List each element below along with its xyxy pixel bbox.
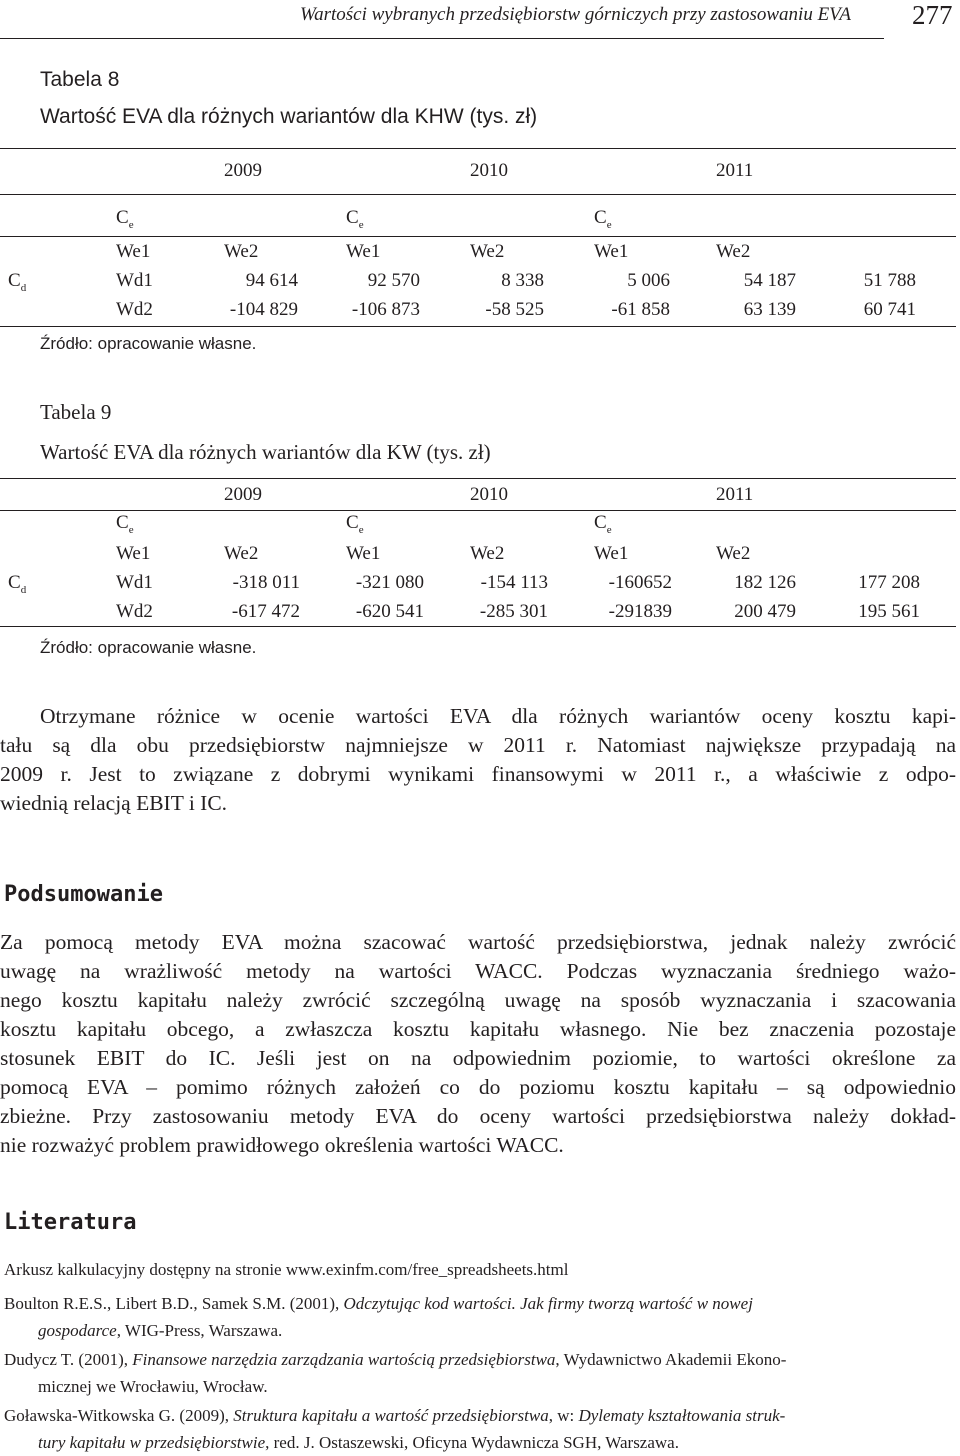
table8-year-2011: 2011 (716, 160, 754, 181)
table8-cell: -106 873 (351, 299, 420, 320)
table8-we-3: We1 (346, 241, 381, 262)
header-rule (0, 38, 884, 39)
table8-row-wd2-label: Wd2 (116, 299, 153, 320)
table9-cell: -617 472 (231, 601, 300, 622)
paragraph-line: kosztu kapitału obcego, a zwłaszcza kosztu kapitału własnego. Nie bez znaczenia pozostaje (0, 1017, 956, 1041)
table9-we-1: We1 (116, 543, 151, 564)
paragraph-line: zbieżne. Przy zastosowaniu metody EVA do oceny wartości przedsiębiorstwa należy dokład- (0, 1104, 956, 1128)
table8-cell: 94 614 (245, 270, 298, 291)
table9-cell: 177 208 (858, 572, 920, 593)
table9-label: Tabela 9 (40, 400, 112, 424)
paragraph-line: Za pomocą metody EVA można szacować wartość przedsiębiorstwa, jednak należy zwrócić (0, 930, 956, 954)
paragraph-line: pomocą EVA – pomimo różnych założeń co do poziomu kosztu kapitału – są odpowiednio (0, 1075, 956, 1099)
section-heading-literature: Literatura (4, 1210, 137, 1235)
table9-ce-3: $C_e$ (594, 512, 612, 536)
table8-we-5: We1 (594, 241, 629, 262)
table8-we-2: We2 (224, 241, 259, 262)
bibliography-entry: Goławska-Witkowska G. (2009), Struktura kapitału a wartość przedsiębiorstwa, w: Dylematy kształtowania struk- tury kapitału w przedsiębiorstwie, red. J. Ostaszewski, Oficyna Wydawnicza SGH, Warszawa. (4, 1406, 786, 1452)
table9-bottom-rule (0, 626, 956, 627)
paragraph-line: uwagę na wrażliwość metody na wartości WACC. Podczas wyznaczania średniego ważo- (0, 959, 956, 983)
table9-cd: $C_d$ (8, 572, 27, 596)
section-heading-summary: Podsumowanie (4, 882, 163, 907)
table8-cell: 5 006 (627, 270, 670, 291)
table8-rule-2 (0, 236, 956, 237)
table9-year-2010: 2010 (470, 484, 508, 505)
table9-cell: -291839 (608, 601, 672, 622)
table8-rule-1 (0, 194, 956, 195)
table9-cell: -160652 (608, 572, 672, 593)
table9-ce-1: $C_e$ (116, 512, 134, 536)
table9-title: Wartość EVA dla różnych wariantów dla KW (tys. zł) (40, 440, 491, 464)
table9-source: Źródło: opracowanie własne. (40, 638, 257, 657)
table9-cell: -620 541 (355, 601, 424, 622)
page-number: 277 (912, 0, 953, 30)
table9-we-4: We2 (470, 543, 505, 564)
table8-source: Źródło: opracowanie własne. (40, 334, 257, 353)
table8-label: Tabela 8 (40, 68, 120, 91)
bibliography-entry: Boulton R.E.S., Libert B.D., Samek S.M. (2001), Odczytując kod wartości. Jak firmy tworzą wartość w nowej gospodarce, WIG-Press, Warszawa. (4, 1294, 753, 1340)
table8-cell: 8 338 (501, 270, 544, 291)
table8-year-2010: 2010 (470, 160, 508, 181)
table9-we-6: We2 (716, 543, 751, 564)
table9-cell: -318 011 (232, 572, 300, 593)
paragraph-line: 2009 r. Jest to związane z dobrymi wynikami finansowymi w 2011 r., a właściwie z odpo- (0, 762, 956, 786)
table8-cell: 51 788 (863, 270, 916, 291)
table8-cell: 60 741 (863, 299, 916, 320)
table9-cell: 195 561 (858, 601, 920, 622)
table9-cell: 182 126 (734, 572, 796, 593)
table8-cell: 54 187 (743, 270, 796, 291)
table9-we-2: We2 (224, 543, 259, 564)
table9-year-2011: 2011 (716, 484, 754, 505)
paragraph-line: nego kosztu kapitału należy zwrócić szczególną uwagę na sposób wyznaczania i szacowania (0, 988, 956, 1012)
table8-ce-3: $C_e$ (594, 207, 612, 231)
bibliography-entry: Arkusz kalkulacyjny dostępny na stronie www.exinfm.com/free_spreadsheets.html (4, 1260, 569, 1279)
table8-cell: -104 829 (229, 299, 298, 320)
table8-cell: -58 525 (485, 299, 544, 320)
table8-row-wd1-label: Wd1 (116, 270, 153, 291)
table9-cell: -154 113 (480, 572, 548, 593)
table9-row-wd1-label: Wd1 (116, 572, 153, 593)
table9-cell: 200 479 (734, 601, 796, 622)
paragraph-line: tału są dla obu przedsiębiorstw najmniejsze w 2011 r. Natomiast największe przypadają na (0, 733, 956, 757)
paragraph-line: stosunek EBIT do IC. Jeśli jest on na odpowiednim poziomie, to wartości określone za (0, 1046, 956, 1070)
paragraph-line: wiednią relacją EBIT i IC. (0, 791, 228, 815)
table8-cell: 92 570 (367, 270, 420, 291)
table8-ce-1: $C_e$ (116, 207, 134, 231)
table9-we-3: We1 (346, 543, 381, 564)
table9-top-rule (0, 478, 956, 479)
running-title: Wartości wybranych przedsiębiorstw górniczych przy zastosowaniu EVA (300, 4, 851, 25)
table8-top-rule (0, 148, 956, 149)
table8-we-4: We2 (470, 241, 505, 262)
table8-bottom-rule (0, 326, 956, 327)
table9-we-5: We1 (594, 543, 629, 564)
table9-rule-1 (0, 510, 956, 511)
table8-we-1: We1 (116, 241, 151, 262)
table9-cell: -285 301 (479, 601, 548, 622)
table8-cell: 63 139 (743, 299, 796, 320)
table9-ce-2: $C_e$ (346, 512, 364, 536)
paragraph-line: Otrzymane różnice w ocenie wartości EVA dla różnych wariantów oceny kosztu kapi- (40, 704, 956, 728)
paragraph-line: nie rozważyć problem prawidłowego określenia wartości WACC. (0, 1133, 564, 1157)
table8-cd: $C_d$ (8, 270, 27, 294)
table8-ce-2: $C_e$ (346, 207, 364, 231)
table8-title: Wartość EVA dla różnych wariantów dla KHW (tys. zł) (40, 105, 538, 128)
summary-paragraph (0, 928, 956, 1160)
table8-cell: -61 858 (611, 299, 670, 320)
table8-year-2009: 2009 (224, 160, 262, 181)
table8-we-6: We2 (716, 241, 751, 262)
bibliography-entry: Dudycz T. (2001), Finansowe narzędzia zarządzania wartością przedsiębiorstwa, Wydawnictwo Akademii Ekono- micznej we Wrocławiu, Wrocław. (4, 1350, 787, 1396)
table9-row-wd2-label: Wd2 (116, 601, 153, 622)
table9-cell: -321 080 (355, 572, 424, 593)
table9-year-2009: 2009 (224, 484, 262, 505)
body-paragraph (0, 702, 956, 818)
